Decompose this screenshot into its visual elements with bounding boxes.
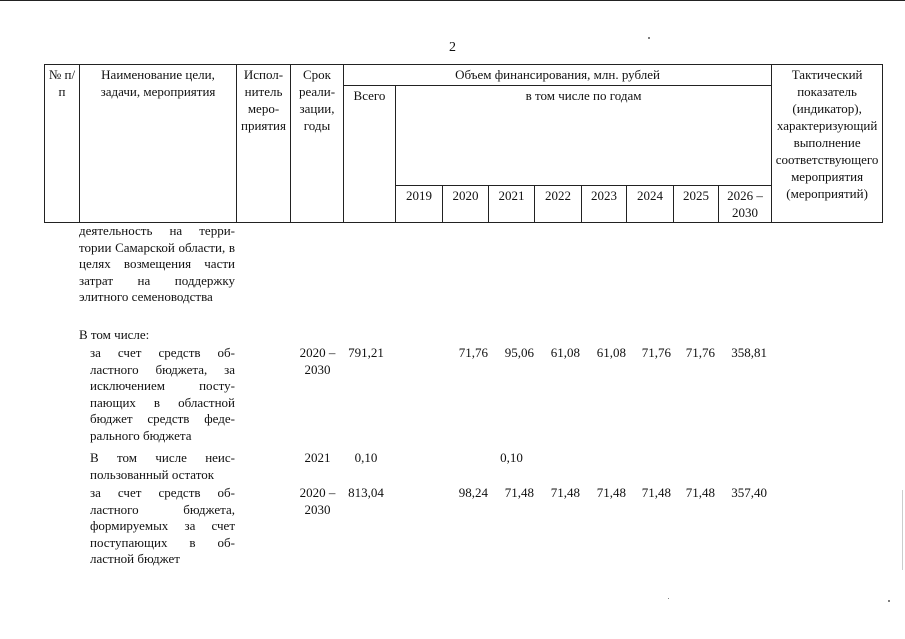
row-total: 0,10 — [354, 450, 378, 465]
header-period: Срок реализации, годы — [291, 65, 344, 223]
row-name: за счет средств областного бюджета, за исключением поступающих в областной бюджет средств федерального бюджета — [90, 345, 235, 443]
row-value-2023: 71,48 — [596, 485, 626, 500]
row-name: за счет средств областного бюджета, формируемых за счет поступающих в областной бюджет — [90, 485, 235, 566]
row-period: 2020 – 2030 — [299, 485, 336, 517]
row-name: В том числе: — [79, 327, 150, 342]
row-value-2026-2030: 358,81 — [731, 345, 767, 360]
scan-speck — [668, 598, 669, 599]
row-value-2024: 71,48 — [641, 485, 671, 500]
scan-speck — [888, 600, 890, 602]
header-funding: Объем финансирования, млн. рублей — [344, 65, 772, 86]
header-year: 2019 — [396, 186, 443, 223]
header-year: 2021 — [489, 186, 535, 223]
header-indicator: Тактический показатель (индикатор), характеризующий выполнение соответствующего мероприятия (мероприятий) — [772, 65, 883, 223]
row-period: 2020 – 2030 — [299, 345, 336, 377]
row-value-2021: 0,10 — [500, 450, 523, 465]
row-value-2021: 95,06 — [504, 345, 534, 360]
row-name: деятельность на территории Самарской области, в целях возмещения части затрат на поддержку элитного семеноводства — [79, 223, 235, 304]
row-value-2024: 71,76 — [641, 345, 671, 360]
row-value-2021: 71,48 — [504, 485, 534, 500]
row-total: 813,04 — [348, 485, 384, 500]
header-year: 2025 — [674, 186, 719, 223]
header-name: Наименование цели, задачи, мероприятия — [80, 65, 237, 223]
row-value-2025: 71,76 — [685, 345, 715, 360]
row-value-2025: 71,48 — [685, 485, 715, 500]
row-period: 2021 — [304, 450, 331, 465]
header-year: 2024 — [627, 186, 674, 223]
row-value-2022: 71,48 — [550, 485, 580, 500]
header-year: 2020 — [443, 186, 489, 223]
row-value-2020: 98,24 — [458, 485, 488, 500]
page-number: 2 — [449, 40, 456, 55]
row-value-2022: 61,08 — [550, 345, 580, 360]
row-value-2026-2030: 357,40 — [731, 485, 767, 500]
page-top-border — [0, 0, 905, 1]
header-by-years: в том числе по годам — [396, 86, 772, 186]
header-number: № п/п — [45, 65, 80, 223]
scan-edge-mark — [902, 490, 903, 570]
row-value-2020: 71,76 — [458, 345, 488, 360]
header-year: 2023 — [582, 186, 627, 223]
header-year: 2026 – 2030 — [719, 186, 772, 223]
header-total: Всего — [344, 86, 396, 223]
header-executor: Исполнитель мероприятия — [237, 65, 291, 223]
row-name: В том числе неиспользованный остаток — [90, 450, 235, 482]
row-total: 791,21 — [348, 345, 384, 360]
row-value-2023: 61,08 — [596, 345, 626, 360]
header-year: 2022 — [535, 186, 582, 223]
scan-speck — [648, 37, 650, 39]
financing-table-header — [44, 64, 883, 223]
